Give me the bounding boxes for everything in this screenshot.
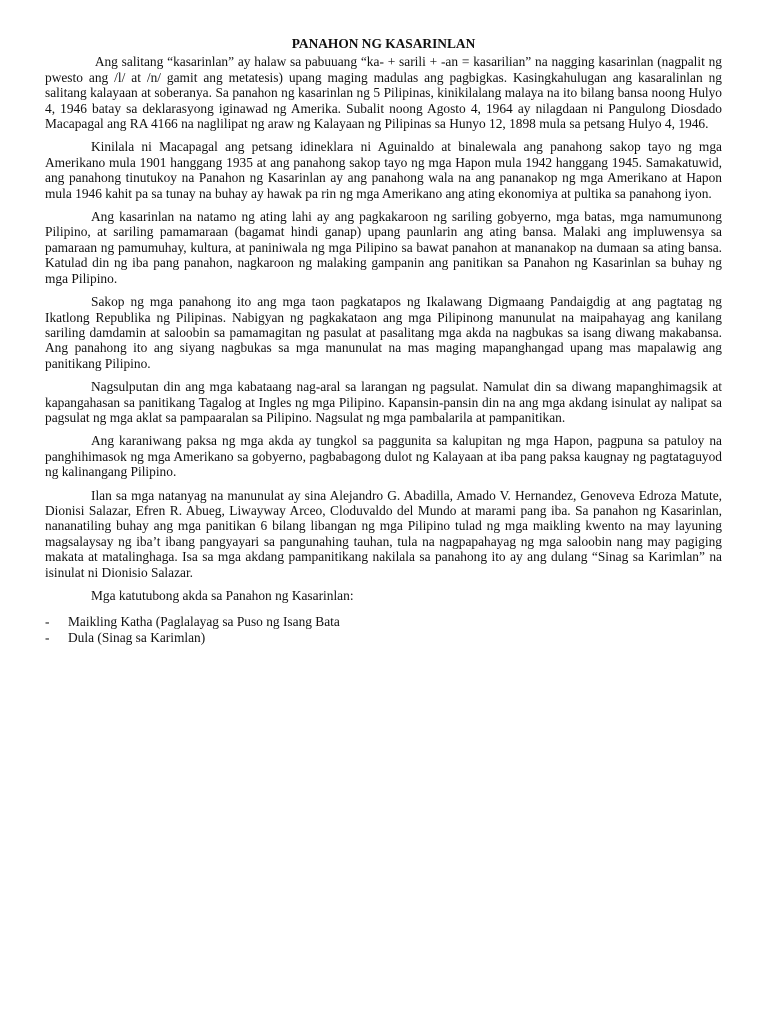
paragraph-kahulugan-ng-kasarinlan: Ang salitang “kasarinlan” ay halaw sa pabuuang “ka- + sarili + -an = kasarilian” na nagging kasarinlan (nagpalit ng pwesto ang /l/ at /n/ gamit ang metatesis) upang maging madulas ang pagbigkas. Kasingkahulugan ang kasaralinlan ng salitang kalayaan at soberanya. Sa panahon ng kasarinlan ng 5 Pilipinas, kinikilalang malaya na ito bilang bansa noong Hulyo 4, 1946 batay sa deklarasyong iginawad ng Amerika. Subalit noong Agosto 4, 1964 ay nilagdaan ni Pangulong Diosdado Macapagal ang RA 4166 na naglilipat ng araw ng Kalayaan ng Pilipinas sa Hunyo 12, 1898 mula sa petsang Hulyo 4, 1946. xyxy=(45,54,726,132)
dash-bullet: - xyxy=(45,614,50,630)
list-item xyxy=(45,614,722,629)
dash-bullet: - xyxy=(45,629,50,645)
akda-list xyxy=(45,614,722,645)
document-title: PANAHON NG KASARINLAN xyxy=(291,36,476,51)
list-item-text: Maikling Katha (Paglalayag sa Puso ng Isang Bata xyxy=(68,614,340,630)
paragraph-sakop-na-panahon: Sakop ng mga panahong ito ang mga taon pagkatapos ng Ikalawang Digmaang Pandaigdig at ang pagtatag ng Ikatlong Republika ng Pilipinas. Nabigyan ng pagkakataon ang mga Pilipinong manunulat na maipahayag ang kanilang sariling damdamin at saloobin sa pamamagitan ng pasulat at pasalitang mga akda na nagbukas sa isang diwang makabansa. Ang panahong ito ang siyang nagbukas sa mga manunulat na mas maging mapanghangad upang mas mapalawig ang panitikang Pilipino. xyxy=(45,294,722,371)
list-intro: Mga katutubong akda sa Panahon ng Kasarinlan: xyxy=(91,588,354,603)
paragraph-karaniwang-paksa: Ang karaniwang paksa ng mga akda ay tungkol sa paggunita sa kalupitan ng mga Hapon, pagpuna sa patuloy na panghihimasok ng mga Amerikano sa gobyerno, pagbabagong dulot ng Kalayaan at iba pang paksa kaugnay ng pagtataguyod ng kalinangang Pilipino. xyxy=(45,433,722,480)
list-item xyxy=(45,630,722,645)
paragraph-mga-kabataan: Nagsulputan din ang mga kabataang nag-aral sa larangan ng pagsulat. Namulat din sa diwang mapanghimagsik at kapangahasan sa panitikang Tagalog at Ingles ng mga Pilipino. Kapansin-pansin din na ang mga akdang isinulat ay nalipat sa pagsulat ng mga aklat sa pampaaralan sa Pilipino. Nagsulat ng mga pambalarila at pampanitikan. xyxy=(45,379,722,425)
document-page xyxy=(45,36,726,645)
paragraph-macapagal: Kinilala ni Macapagal ang petsang idineklara ni Aguinaldo at binalewala ang panahong sakop tayo ng mga Amerikano mula 1901 hanggang 1935 at ang panahong sakop tayo ng mga Hapon mula 1942 hanggang 1945. Samakatuwid, ang panahong tinutukoy na Panahon ng Kasarinlan ay ang panahong wala na ang pananakop ng mga Amerikano at Hapon mula 1946 kahit pa sa tunay na buhay ay hawak pa rin ng mga Amerikano ang ating ekonomiya at pultika sa panahong iyon. xyxy=(45,139,722,201)
paragraph-mga-manunulat: Ilan sa mga natanyag na manunulat ay sina Alejandro G. Abadilla, Amado V. Hernandez, Genoveva Edroza Matute, Dionisi Salazar, Efren R. Abueg, Liwayway Arceo, Cloduvaldo del Mundo at marami pang iba. Sa panahon ng Kasarinlan, nananatiling buhay ang mga panitikan 6 bilang libangan ng mga Pilipino tulad ng mga maikling kwento na may layuning magsalaysay ng iba’t ibang pangyayari sa pangunahing tauhan, tula na nagpapahayag ng mga saloobin nang may pagiging makata at matalinghaga. Isa sa mga akdang pampanitikang nakilala sa panahong ito ay ang dulang “Sinag sa Karimlan” na isinulat ni Dionisio Salazar. xyxy=(45,487,722,580)
list-item-text: Dula (Sinag sa Karimlan) xyxy=(68,629,206,645)
paragraph-natamong-kasarinlan: Ang kasarinlan na natamo ng ating lahi ay ang pagkakaroon ng sariling gobyerno, mga batas, mga namumunong Pilipino, at sariling pamamaraan (bagamat hindi ganap) upang paunlarin ang ating bansa. Malaki ang impluwensya sa pamaraan ng pamumuhay, kultura, at paniniwala ng mga Pilipino sa bawat panahon at mananakop na dumaan sa ating bansa. Katulad din ng iba pang panahon, nagkaroon ng malaking gampanin ang panitikan sa Panahon ng Kasarinlan sa buhay ng mga Pilipino. xyxy=(45,209,722,286)
